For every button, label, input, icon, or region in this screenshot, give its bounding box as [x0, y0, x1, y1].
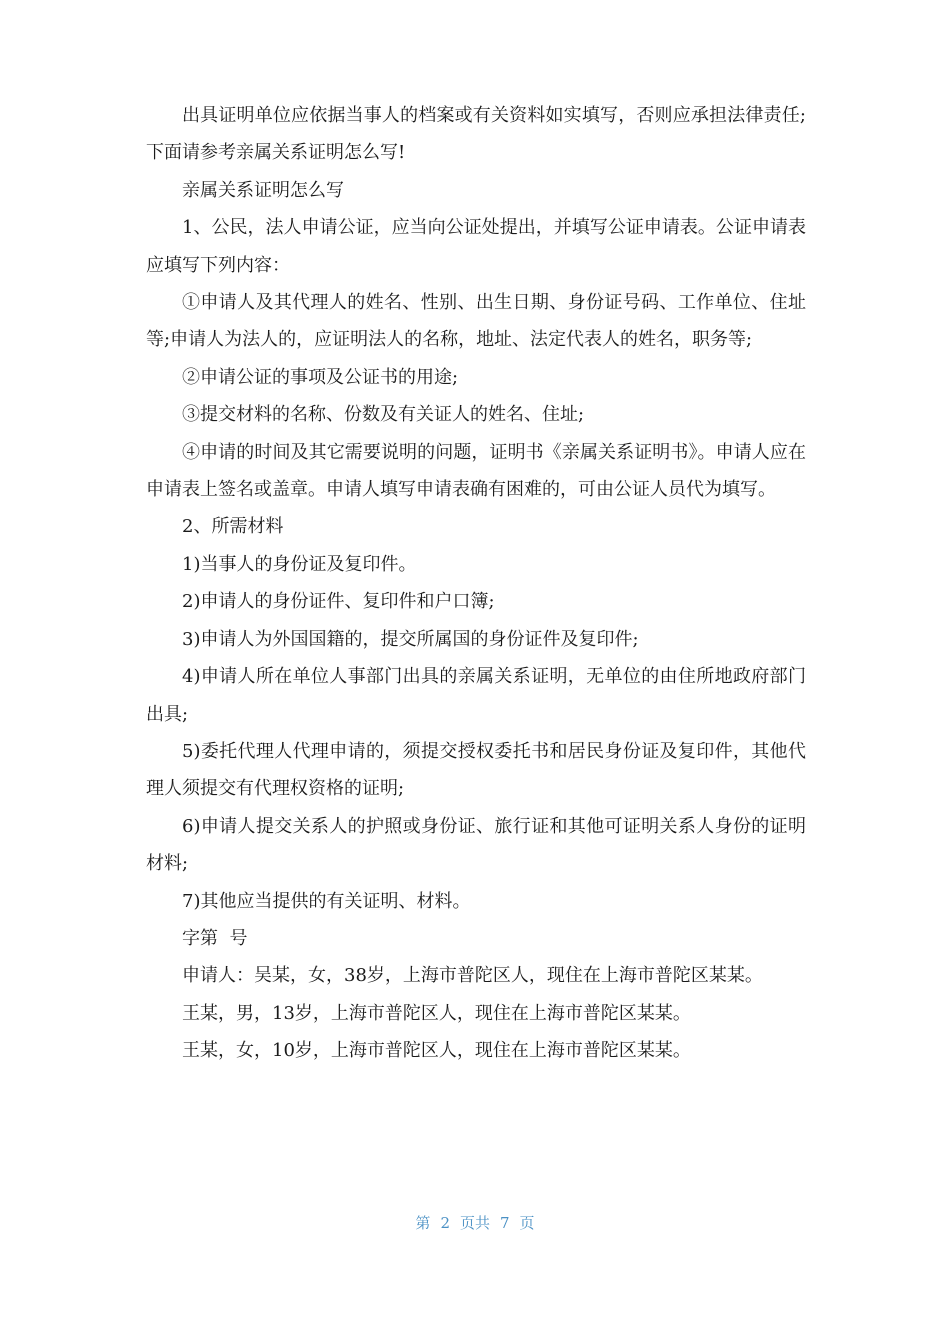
paragraph-applicant-3: 王某，女，10岁，上海市普陀区人，现住在上海市普陀区某某。 — [182, 1040, 691, 1062]
page-footer — [0, 1212, 950, 1233]
footer-suffix: 页 — [519, 1214, 535, 1232]
paragraph-material-1: 1)当事人的身份证及复印件。 — [182, 553, 417, 575]
paragraph-step-1: 1、公民，法人申请公证，应当向公证处提出，并填写公证申请表。公证申请表应填写下列内容： — [146, 217, 806, 276]
footer-current-page: 2 — [440, 1214, 450, 1232]
paragraph-heading: 亲属关系证明怎么写 — [182, 179, 344, 201]
document-body — [146, 97, 806, 1070]
footer-prefix: 第 — [415, 1214, 431, 1232]
footer-middle: 页共 — [459, 1214, 490, 1232]
paragraph-step-2: 2、所需材料 — [182, 516, 284, 538]
paragraph-material-3: 3)申请人为外国国籍的，提交所属国的身份证件及复印件; — [182, 628, 639, 650]
paragraph-applicant-1: 申请人：吴某，女，38岁，上海市普陀区人，现住在上海市普陀区某某。 — [182, 965, 763, 987]
paragraph-item-2: ②申请公证的事项及公证书的用途; — [182, 366, 459, 388]
paragraph-number-line: 字第 号 — [182, 927, 248, 949]
paragraph-item-3: ③提交材料的名称、份数及有关证人的姓名、住址; — [182, 404, 585, 426]
paragraph-applicant-2: 王某，男，13岁，上海市普陀区人，现住在上海市普陀区某某。 — [182, 1002, 691, 1024]
paragraph-material-6: 6)申请人提交关系人的护照或身份证、旅行证和其他可证明关系人身份的证明材料; — [146, 815, 806, 875]
footer-total-pages: 7 — [500, 1214, 510, 1232]
paragraph-material-4: 4)申请人所在单位人事部门出具的亲属关系证明，无单位的由住所地政府部门出具; — [146, 666, 806, 725]
paragraph-intro: 出具证明单位应依据当事人的档案或有关资料如实填写，否则应承担法律责任;下面请参考亲属关系证明怎么写! — [146, 105, 806, 164]
paragraph-item-4: ④申请的时间及其它需要说明的问题，证明书《亲属关系证明书》。申请人应在申请表上签名或盖章。申请人填写申请表确有困难的，可由公证人员代为填写。 — [146, 441, 806, 501]
paragraph-item-1: ①申请人及其代理人的姓名、性别、出生日期、身份证号码、工作单位、住址等;申请人为法人的，应证明法人的名称，地址、法定代表人的姓名，职务等; — [146, 292, 806, 351]
paragraph-material-2: 2)申请人的身份证件、复印件和户口簿; — [182, 591, 495, 613]
paragraph-material-7: 7)其他应当提供的有关证明、材料。 — [182, 890, 471, 912]
paragraph-material-5: 5)委托代理人代理申请的，须提交授权委托书和居民身份证及复印件，其他代理人须提交有代理权资格的证明; — [146, 740, 806, 800]
